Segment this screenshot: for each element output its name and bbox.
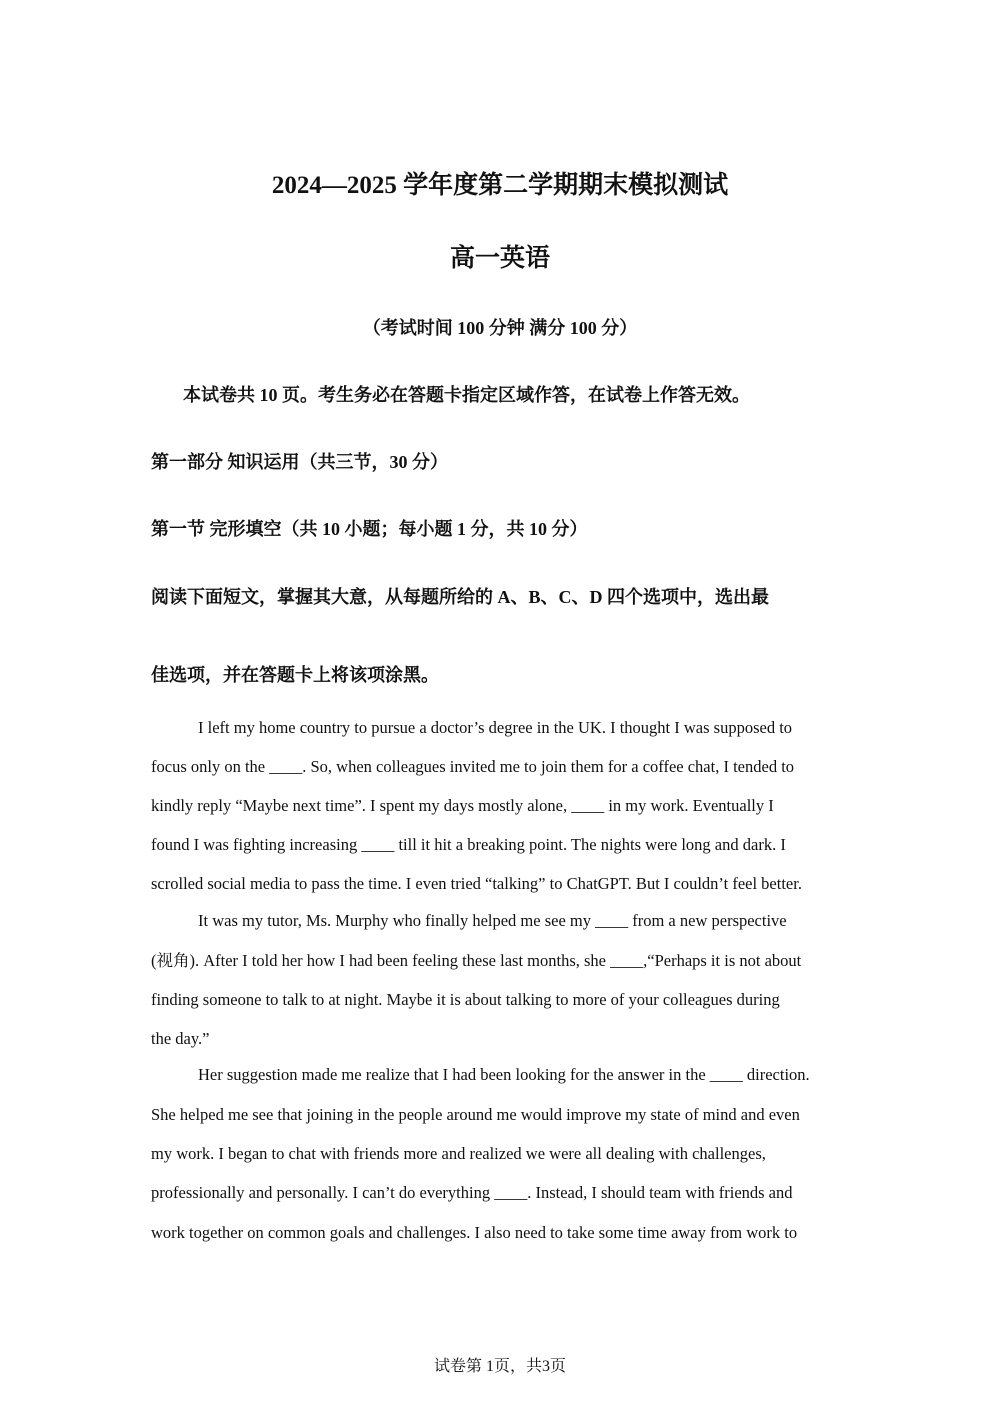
passage-line: found I was fighting increasing ____ till it hit a breaking point. The nights were long and dark. I [151,835,786,854]
exam-time-note: （考试时间 100 分钟 满分 100 分） [362,318,638,338]
page-number-footer: 试卷第 1页，共3页 [433,1358,566,1375]
passage-line: She helped me see that joining in the people around me would improve my state of mind and even [151,1105,800,1124]
exam-title: 2024—2025 学年度第二学期期末模拟测试 [271,172,729,199]
instruction-line: 佳选项，并在答题卡上将该项涂黑。 [151,665,439,685]
exam-notice: 本试卷共 10 页。考生务必在答题卡指定区域作答，在试卷上作答无效。 [183,385,750,405]
subject-title: 高一英语 [449,245,550,272]
passage-line: kindly reply “Maybe next time”. I spent my days mostly alone, ____ in my work. Eventually I [151,796,774,815]
passage-line: my work. I began to chat with friends more and realized we were all dealing with challenges, [151,1144,766,1163]
passage-line: focus only on the ____. So, when colleagues invited me to join them for a coffee chat, I tended to [151,757,795,776]
passage-line: Her suggestion made me realize that I had been looking for the answer in the ____ direction. [198,1065,810,1084]
section-one-heading: 第一节 完形填空（共 10 小题；每小题 1 分，共 10 分） [151,519,588,539]
part-one-heading: 第一部分 知识运用（共三节，30 分） [151,452,448,472]
passage-line: scrolled social media to pass the time. I even tried “talking” to ChatGPT. But I couldn’t feel better. [151,874,802,893]
passage-line: (视角). After I told her how I had been feeling these last months, she ____,“Perhaps it is not about [151,951,802,970]
passage-line: work together on common goals and challenges. I also need to take some time away from work to [151,1223,798,1242]
passage-line: professionally and personally. I can’t do everything ____. Instead, I should team with friends and [151,1183,793,1202]
passage-line: It was my tutor, Ms. Murphy who finally helped me see my ____ from a new perspective [198,911,787,930]
passage-line: finding someone to talk to at night. Maybe it is about talking to more of your colleagues during [151,990,780,1009]
instruction-line: 阅读下面短文，掌握其大意，从每题所给的 A、B、C、D 四个选项中，选出最 [151,587,769,607]
passage-line: I left my home country to pursue a doctor’s degree in the UK. I thought I was supposed to [198,718,793,737]
passage-line: the day.” [151,1029,210,1048]
